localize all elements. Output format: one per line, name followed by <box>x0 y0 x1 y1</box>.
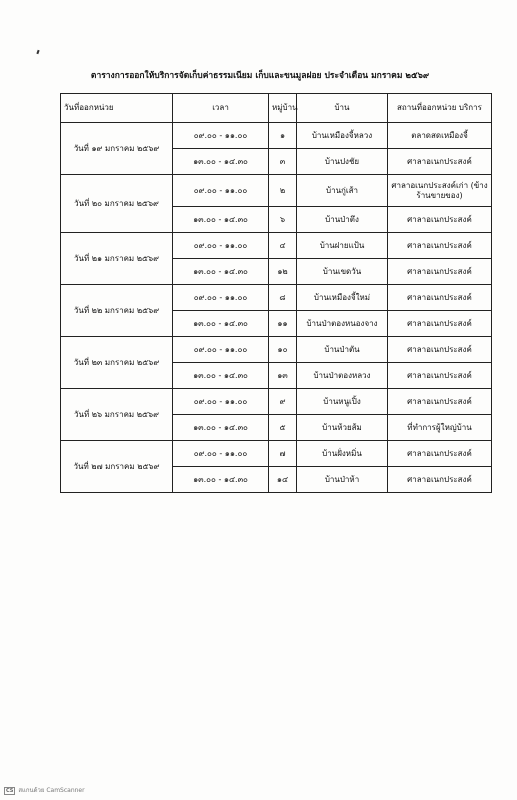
time-cell: ๐๙.๐๐ - ๑๑.๐๐ <box>173 337 269 363</box>
time-cell: ๑๓.๐๐ - ๑๔.๓๐ <box>173 311 269 337</box>
moo-cell: ๙ <box>269 389 297 415</box>
village-cell: บ้านเหมืองจี้ใหม่ <box>297 285 388 311</box>
header-date: วันที่ออกหน่วย <box>61 94 173 123</box>
camscanner-logo-icon: CS <box>6 788 14 794</box>
date-cell: วันที่ ๒๖ มกราคม ๒๕๖๙ <box>61 389 173 441</box>
village-cell: บ้านห้วยส้ม <box>297 415 388 441</box>
location-cell: ศาลาอเนกประสงค์ <box>388 441 492 467</box>
location-cell: ศาลาอเนกประสงค์ <box>388 363 492 389</box>
location-cell: ศาลาอเนกประสงค์ <box>388 259 492 285</box>
date-cell: วันที่ ๒๑ มกราคม ๒๕๖๙ <box>61 233 173 285</box>
date-cell: วันที่ ๒๓ มกราคม ๒๕๖๙ <box>61 337 173 389</box>
moo-cell: ๑ <box>269 123 297 149</box>
table-row <box>61 233 492 259</box>
time-cell: ๑๓.๐๐ - ๑๔.๓๐ <box>173 207 269 233</box>
village-cell: บ้านป่าตึง <box>297 207 388 233</box>
moo-cell: ๖ <box>269 207 297 233</box>
table-row <box>61 123 492 149</box>
location-cell: ศาลาอเนกประสงค์ <box>388 337 492 363</box>
date-cell: วันที่ ๒๒ มกราคม ๒๕๖๙ <box>61 285 173 337</box>
location-cell: ศาลาอเนกประสงค์ <box>388 149 492 175</box>
moo-cell: ๕ <box>269 415 297 441</box>
time-cell: ๑๓.๐๐ - ๑๔.๓๐ <box>173 259 269 285</box>
time-cell: ๐๙.๐๐ - ๑๑.๐๐ <box>173 389 269 415</box>
table-row <box>61 441 492 467</box>
schedule-table <box>60 93 492 493</box>
date-cell: วันที่ ๒๐ มกราคม ๒๕๖๙ <box>61 175 173 233</box>
location-cell: ตลาดสดเหมืองจี้ <box>388 123 492 149</box>
moo-cell: ๘ <box>269 285 297 311</box>
time-cell: ๐๙.๐๐ - ๑๑.๐๐ <box>173 285 269 311</box>
date-cell: วันที่ ๒๗ มกราคม ๒๕๖๙ <box>61 441 173 493</box>
village-cell: บ้านเหมืองจี้หลวง <box>297 123 388 149</box>
table-row <box>61 389 492 415</box>
time-cell: ๐๙.๐๐ - ๑๑.๐๐ <box>173 175 269 207</box>
village-cell: บ้านป่าห้า <box>297 467 388 493</box>
village-cell: บ้านกู่เส้า <box>297 175 388 207</box>
location-cell: ศาลาอเนกประสงค์ <box>388 311 492 337</box>
moo-cell: ๑๓ <box>269 363 297 389</box>
time-cell: ๐๙.๐๐ - ๑๑.๐๐ <box>173 123 269 149</box>
village-cell: บ้านหนูเปิ้ง <box>297 389 388 415</box>
table-header-row <box>61 94 492 123</box>
location-cell: ศาลาอเนกประสงค์ <box>388 389 492 415</box>
date-cell: วันที่ ๑๙ มกราคม ๒๕๖๙ <box>61 123 173 175</box>
location-cell: ศาลาอเนกประสงค์เก่า (ข้างร้านขายของ) <box>388 175 492 207</box>
time-cell: ๑๓.๐๐ - ๑๔.๓๐ <box>173 415 269 441</box>
location-cell: ศาลาอเนกประสงค์ <box>388 207 492 233</box>
moo-cell: ๑๔ <box>269 467 297 493</box>
village-cell: บ้านฝั่งหมิ่น <box>297 441 388 467</box>
moo-cell: ๑๒ <box>269 259 297 285</box>
time-cell: ๑๓.๐๐ - ๑๔.๓๐ <box>173 467 269 493</box>
document-title: ตารางการออกให้บริการจัดเก็บค่าธรรมเนียม เก็บและขนมูลฝอย ประจำเดือน มกราคม ๒๕๖๙ <box>90 71 430 81</box>
scan-speck <box>36 50 39 54</box>
moo-cell: ๑๑ <box>269 311 297 337</box>
moo-cell: ๔ <box>269 233 297 259</box>
time-cell: ๐๙.๐๐ - ๑๑.๐๐ <box>173 233 269 259</box>
time-cell: ๑๓.๐๐ - ๑๔.๓๐ <box>173 149 269 175</box>
header-time: เวลา <box>173 94 269 123</box>
time-cell: ๑๓.๐๐ - ๑๔.๓๐ <box>173 363 269 389</box>
village-cell: บ้านป่าตัน <box>297 337 388 363</box>
location-cell: ศาลาอเนกประสงค์ <box>388 285 492 311</box>
village-cell: บ้านเขดวัน <box>297 259 388 285</box>
header-moo: หมู่บ้าน <box>269 94 297 123</box>
table-row <box>61 175 492 207</box>
moo-cell: ๓ <box>269 149 297 175</box>
time-cell: ๐๙.๐๐ - ๑๑.๐๐ <box>173 441 269 467</box>
location-cell: ที่ทำการผู้ใหญ่บ้าน <box>388 415 492 441</box>
moo-cell: ๑๐ <box>269 337 297 363</box>
village-cell: บ้านฝายแป้น <box>297 233 388 259</box>
moo-cell: ๒ <box>269 175 297 207</box>
village-cell: บ้านปงชัย <box>297 149 388 175</box>
header-village: บ้าน <box>297 94 388 123</box>
header-location: สถานที่ออกหน่วย บริการ <box>388 94 492 123</box>
location-cell: ศาลาอเนกประสงค์ <box>388 467 492 493</box>
village-cell: บ้านป่าตองหลวง <box>297 363 388 389</box>
moo-cell: ๗ <box>269 441 297 467</box>
village-cell: บ้านป่าตองหนองจาง <box>297 311 388 337</box>
table-row <box>61 285 492 311</box>
location-cell: ศาลาอเนกประสงค์ <box>388 233 492 259</box>
scanner-watermark-text: สแกนด้วย CamScanner <box>18 787 85 794</box>
table-row <box>61 337 492 363</box>
scanner-watermark <box>4 785 85 795</box>
